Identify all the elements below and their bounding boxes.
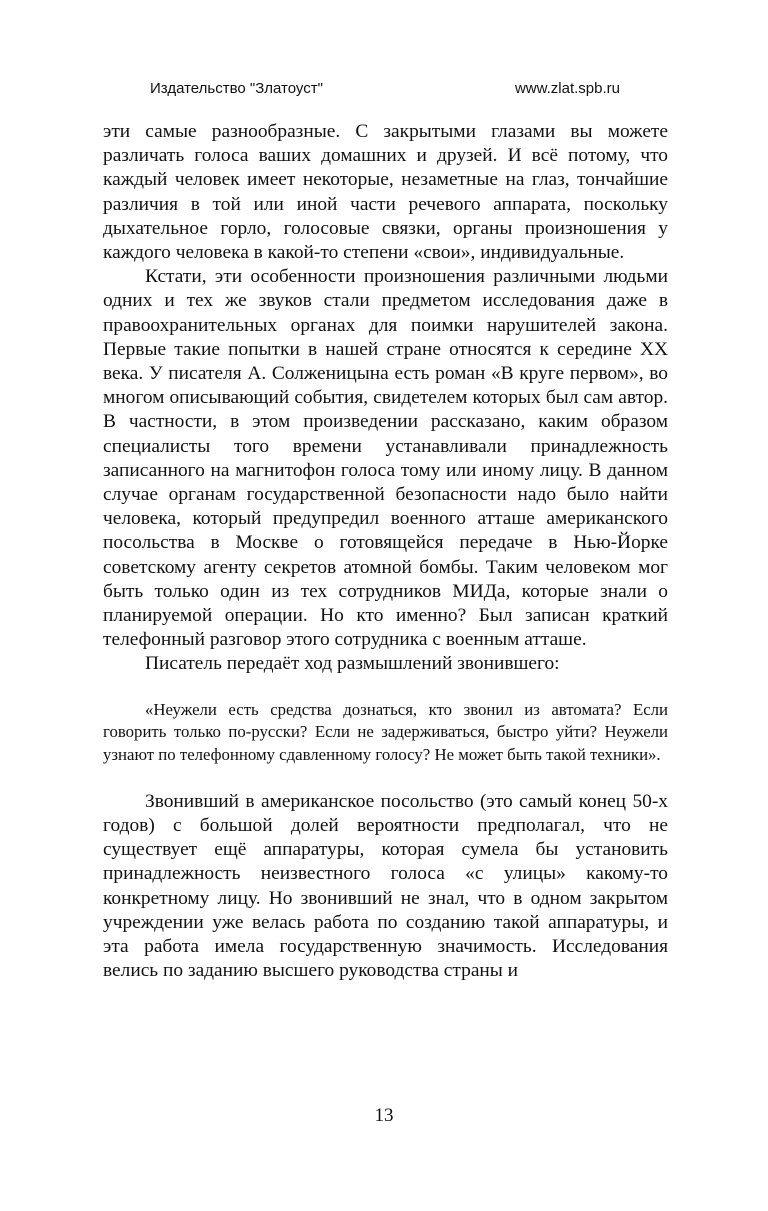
block-quote	[103, 699, 668, 767]
paragraph-quote-intro: Писатель передаёт ход размышлений звонившего:	[145, 653, 560, 675]
paragraph-continuation: эти самые разнообразные. С закрытыми глазами вы можете различать голоса ваших домашних и друзей. И всё потому, что каждый человек имеет некоторые, незаметные на глаз, тончайшие различия в той или иной части речевого аппарата, поскольку дыхательное горло, голосовые связки, органы произношения у каждого человека в какой-то степени «свои», индивидуальные.	[103, 121, 668, 264]
publisher-name: Издательство "Златоуст"	[150, 79, 323, 97]
page-number: 13	[374, 1105, 394, 1126]
paragraph-solzhenitsyn: Кстати, эти особенности произношения различными людьми одних и тех же звуков стали предметом исследования даже в правоохранительных органах для поимки нарушителей закона. Первые такие попытки в нашей стране относятся к середине XX века. У писателя А. Солженицына есть роман «В круге первом», во многом описывающий события, свидетелем которых был сам автор. В частности, в этом произведении рассказано, каким образом специалисты того времени устанавливали принадлежность записанного на магнитофон голоса тому или иному лицу. В данном случае органам государственной безопасности надо было найти человека, который предупредил военного атташе американского посольства в Москве о готовящейся передаче в Нью-Йорке советскому агенту секретов атомной бомбы. Таким человеком мог быть только один из тех сотрудников МИДа, которые знали о планируемой операции. Но кто именно? Был записан краткий телефонный разговор этого сотрудника с военным атташе.	[103, 266, 668, 651]
page-header	[150, 78, 620, 98]
publisher-website: www.zlat.spb.ru	[514, 79, 620, 97]
page-body	[103, 120, 668, 983]
quote-text: «Неужели есть средства дознаться, кто звонил из автомата? Если говорить только по-русски? Если не задерживаться, быстро уйти? Неужели узнают по телефонному сдавленному голосу? Не может быть такой техники».	[103, 699, 668, 765]
paragraph-closing: Звонивший в американское посольство (это самый конец 50-х годов) с большой долей вероятности предполагал, что не существует ещё аппаратуры, которая сумела бы установить принадлежность неизвестного голоса «с улицы» какому-то конкретному лицу. Но звонивший не знал, что в одном закрытом учреждении уже велась работа по созданию такой аппаратуры, и эта работа имела государственную значимость. Исследования велись по заданию высшего руководства страны и	[103, 790, 668, 982]
